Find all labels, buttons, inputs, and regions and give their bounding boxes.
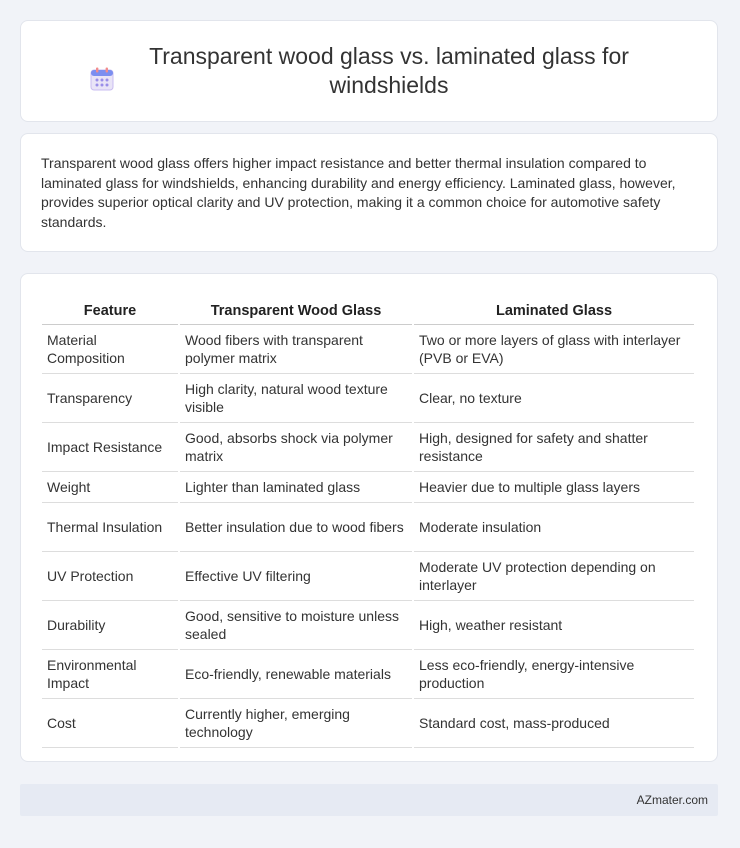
laminated-glass-cell: Moderate insulation — [414, 503, 694, 552]
header-laminated-glass: Laminated Glass — [414, 294, 694, 325]
title-wrap — [69, 42, 669, 100]
header-feature: Feature — [42, 294, 178, 325]
wood-glass-cell: Good, sensitive to moisture unless sealed — [180, 601, 412, 650]
laminated-glass-cell: Moderate UV protection depending on interlayer — [414, 552, 694, 601]
wood-glass-cell: Effective UV filtering — [180, 552, 412, 601]
table-header-row — [42, 294, 694, 325]
table-row — [42, 699, 694, 748]
table-row — [42, 374, 694, 423]
laminated-glass-cell: Clear, no texture — [414, 374, 694, 423]
wood-glass-cell: Currently higher, emerging technology — [180, 699, 412, 748]
calendar-icon — [89, 66, 115, 92]
table-row — [42, 601, 694, 650]
laminated-glass-cell: Two or more layers of glass with interlayer (PVB or EVA) — [414, 325, 694, 374]
wood-glass-cell: Wood fibers with transparent polymer matrix — [180, 325, 412, 374]
laminated-glass-cell: High, weather resistant — [414, 601, 694, 650]
table-row — [42, 650, 694, 699]
feature-cell: Transparency — [42, 374, 178, 423]
summary-text: Transparent wood glass offers higher impact resistance and better thermal insulation compared to laminated glass for windshields, enhancing durability and energy efficiency. Laminated glass, however, provides superior optical clarity and UV protection, making it a common choice for automotive safety standards. — [41, 155, 676, 230]
laminated-glass-cell: Standard cost, mass-produced — [414, 699, 694, 748]
feature-cell: Weight — [42, 472, 178, 503]
table-row — [42, 552, 694, 601]
footer-brand[interactable]: AZmater.com — [636, 793, 708, 807]
table-row — [42, 325, 694, 374]
page-title: Transparent wood glass vs. laminated glass for windshields — [149, 43, 629, 98]
feature-cell: Material Composition — [42, 325, 178, 374]
feature-cell: Impact Resistance — [42, 423, 178, 472]
footer — [20, 784, 718, 816]
comparison-table-card — [20, 273, 718, 762]
title-card — [20, 20, 718, 122]
header-transparent-wood-glass: Transparent Wood Glass — [180, 294, 412, 325]
laminated-glass-cell: Less eco-friendly, energy-intensive production — [414, 650, 694, 699]
wood-glass-cell: High clarity, natural wood texture visible — [180, 374, 412, 423]
table-row — [42, 503, 694, 552]
laminated-glass-cell: Heavier due to multiple glass layers — [414, 472, 694, 503]
wood-glass-cell: Good, absorbs shock via polymer matrix — [180, 423, 412, 472]
comparison-table — [40, 294, 696, 748]
feature-cell: Durability — [42, 601, 178, 650]
feature-cell: Cost — [42, 699, 178, 748]
wood-glass-cell: Lighter than laminated glass — [180, 472, 412, 503]
table-row — [42, 423, 694, 472]
feature-cell: Thermal Insulation — [42, 503, 178, 552]
wood-glass-cell: Better insulation due to wood fibers — [180, 503, 412, 552]
laminated-glass-cell: High, designed for safety and shatter resistance — [414, 423, 694, 472]
wood-glass-cell: Eco-friendly, renewable materials — [180, 650, 412, 699]
feature-cell: UV Protection — [42, 552, 178, 601]
summary-card — [20, 133, 718, 252]
feature-cell: Environmental Impact — [42, 650, 178, 699]
table-row — [42, 472, 694, 503]
